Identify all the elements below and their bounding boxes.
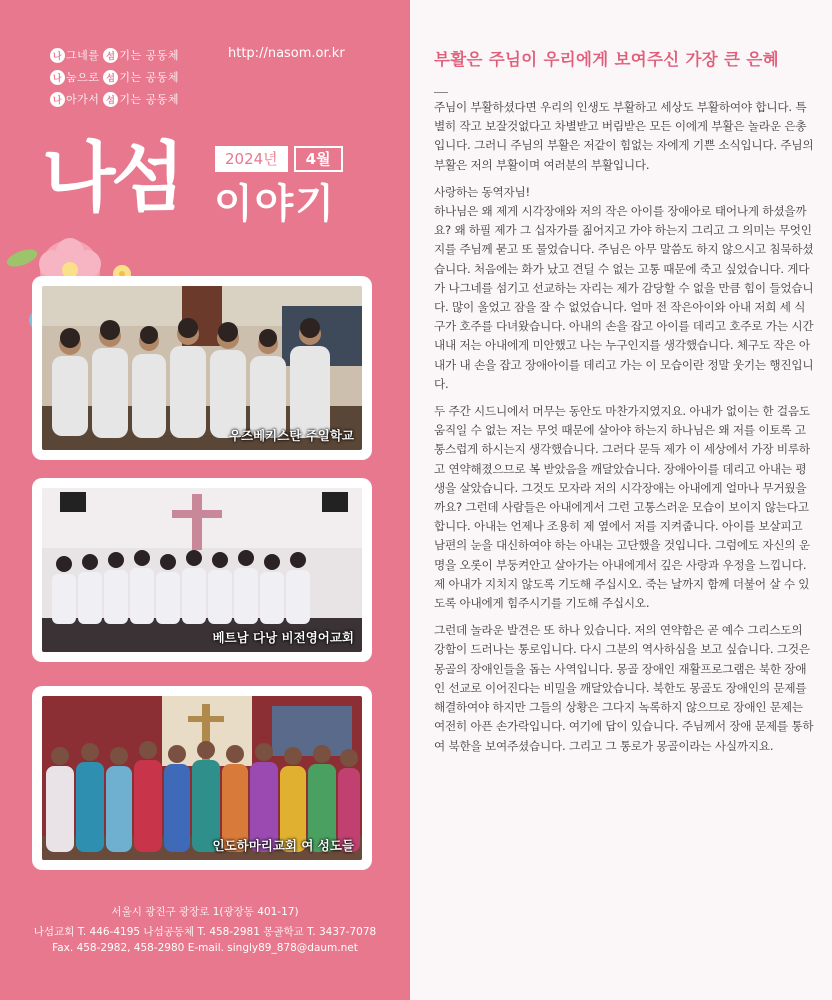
- motto-line: [50, 66, 179, 88]
- website-link[interactable]: http://nasom.or.kr: [228, 46, 345, 61]
- article-paragraph: 사랑하는 동역자님! 하나님은 왜 제게 시각장애와 저의 작은 아이를 장애아로 태어나게 하셨을까요? 왜 하필 제가 그 십자가를 짊어지고 가야 하는지 그리고 그 의미는 무엇인지를 주님께 묻고 또 물었습니다. 주님은 아무 말씀도 하지 않으시고 침묵하셨습니다. 처음에는 화가 났고 견딜 수 없는 고통 때문에 죽고 싶었습니다. 게다가 나그네를 섬기고 선교하는 자리는 제가 감당할 수 없을 만큼 힘이 들었습니다. 많이 울었고 잠을 잘 수 없었습니다. 얼마 전 작은아이와 아내 저희 세 식구가 호주를 다녀왔습니다. 아내의 손을 잡고 아이를 데리고 호주로 가는 시간 내내 저는 아내에게 미안했고 나는 누구인지를 생각했습니다. 체구도 작은 아내가 내 손을 잡고 장애아이를 데리고 가는 이 모습이란 정말 웃기는 행진입니다.: [434, 184, 814, 391]
- photo-card: [32, 478, 372, 662]
- article-panel: [410, 0, 832, 1000]
- photo-caption: 베트남 다낭 비전영어교회: [212, 630, 354, 645]
- contact-phones: 나섬교회 T. 446-4195 나섬공동체 T. 458-2981 몽골학교 T. 3437-7078: [33, 926, 377, 938]
- motto-badge: 나: [50, 70, 65, 85]
- newsletter-title: 나섬: [42, 133, 181, 222]
- article-body: [434, 98, 814, 764]
- contact-fax-email: Fax. 458-2982, 458-2980 E-mail. singly89_878@daum.net: [52, 942, 358, 954]
- left-panel: [0, 0, 410, 1000]
- motto-line: [50, 88, 179, 110]
- motto-badge: 섬: [103, 92, 118, 107]
- photo-uzbek-sunday-school: [42, 286, 362, 450]
- issue-month: 4월: [294, 146, 343, 172]
- issue-date: [215, 146, 343, 172]
- photo-india-church: [42, 696, 362, 860]
- article-paragraph: 그런데 놀라운 발견은 또 하나 있습니다. 저의 연약함은 곧 예수 그리스도의 강함이 드러나는 통로입니다. 다시 그분의 역사하심을 보고 싶습니다. 그것은 몽골의 장애인들을 돕는 사역입니다. 몽골 장애인 재활프로그램은 북한 장애인 선교로 이어진다는 비밀을 깨달았습니다. 북한도 몽골도 장애인의 문제를 해결하여야 하지만 그들의 상황은 그다지 녹록하지 않으므로 장애인 문제는 여전히 아픈 손가락입니다. 여기에 답이 있습니다. 주님께서 장애 문제를 통하여 북한을 보여주셨습니다. 그리고 그 통로가 몽골이라는 사실까지요.: [434, 623, 814, 753]
- motto-badge: 섬: [103, 70, 118, 85]
- motto-text: 기는 공동체: [119, 49, 180, 62]
- motto-badge: 나: [50, 92, 65, 107]
- motto-badge: 나: [50, 48, 65, 63]
- photo-caption: 우즈베키스탄 주일학교: [228, 428, 354, 443]
- headline-divider: [434, 92, 448, 93]
- address-line: 서울시 광진구 광장로 1(광장동 401-17): [111, 906, 299, 918]
- motto-badge: 섬: [103, 48, 118, 63]
- photo-caption: 인도하마리교회 여 성도들: [212, 838, 354, 853]
- newsletter-subtitle: 이야기: [214, 181, 336, 227]
- motto-text: 그네를: [66, 49, 100, 62]
- motto-text: 기는 공동체: [119, 71, 180, 84]
- motto-text: 아가서: [66, 93, 100, 106]
- motto-line: [50, 44, 179, 66]
- article-paragraph: 두 주간 시드니에서 머무는 동안도 마찬가지였지요. 아내가 없이는 한 걸음도 움직일 수 없는 저는 무엇 때문에 살아야 하는지 하나님은 왜 저를 이토록 고통스럽게 하시는지 생각했습니다. 그러다 문득 제가 이 세상에서 가장 비루하고 연약해졌으므로 복 받았음을 깨달았습니다. 장애아이를 데리고 아내는 평생을 살았습니다. 그것도 모자라 저의 시각장애는 아내에게 얼마나 무거웠을까요? 그런데 사람들은 아내에게서 그런 고통스러운 모습이 보이지 않는다고 합니다. 아내는 언제나 조용히 제 옆에서 저를 지켜줍니다. 아이를 보살피고 남편의 눈을 대신하여야 하는 아내는 고단했을 것입니다. 그럼에도 자신의 운명을 오롯이 부둥켜안고 살아가는 아내에게서 깊은 사랑과 우정을 느낍니다. 제 아내가 지치지 않도록 기도해 주십시오. 죽는 날까지 함께 더불어 살 수 있도록 아내에게 힘주시기를 기도해 주십시오.: [434, 404, 810, 611]
- motto-list: [50, 44, 179, 110]
- article-headline: 부활은 주님이 우리에게 보여주신 가장 큰 은혜: [434, 50, 779, 69]
- motto-text: 기는 공동체: [119, 93, 180, 106]
- photo-card: [32, 686, 372, 870]
- article-paragraph: 주님이 부활하셨다면 우리의 인생도 부활하고 세상도 부활하여야 합니다. 특별히 작고 보잘것없다고 차별받고 버림받은 모든 이에게 부활은 놀라운 은총입니다. 그러니 주님의 부활은 저같이 힘없는 자에게 기쁜 소식입니다. 주님의 부활은 저의 부활이며 여러분의 부활입니다.: [434, 100, 814, 172]
- photo-vietnam-church: [42, 488, 362, 652]
- photo-card: [32, 276, 372, 460]
- issue-year: 2024년: [215, 146, 288, 172]
- motto-text: 눔으로: [66, 71, 100, 84]
